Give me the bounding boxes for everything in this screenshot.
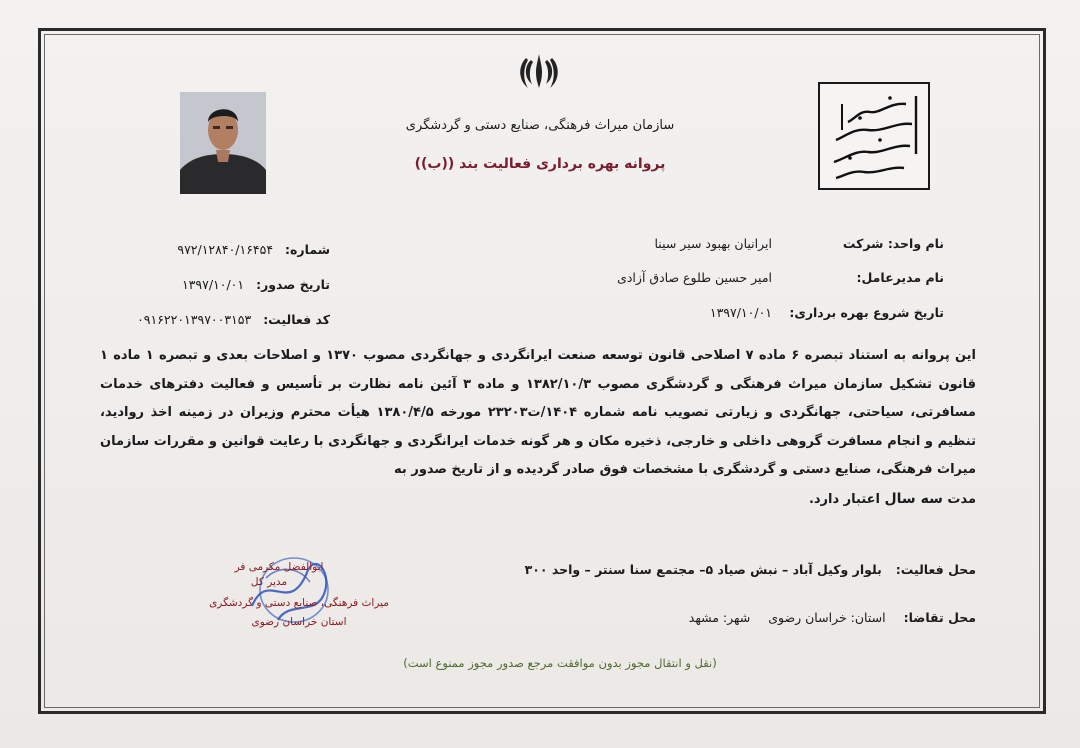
applicant-location-field [689,610,976,625]
signatory-province: استان خراسان رضوی [251,616,347,628]
activity-location-field [525,562,976,577]
signatory-department: میراث فرهنگی، صنایع دستی و گردشگری [209,597,389,609]
number-label: شماره: [285,242,330,257]
issue-date-value: ۱۳۹۷/۱۰/۰۱ [181,277,245,292]
start-date-value-field [710,305,780,320]
manager-value-field [617,270,780,285]
license-body-paragraph [100,342,976,514]
manager-field [857,270,944,285]
signatory-title: مدیر کل [250,576,288,588]
start-date-value: ۱۳۹۷/۱۰/۰۱ [709,305,772,320]
manager-label: نام مدیرعامل: [856,270,944,285]
issue-date-label: تاریخ صدور: [256,277,330,292]
activity-code-field [137,312,330,327]
activity-code-value: ۰۹۱۶۲۲۰۱۳۹۷۰۰۳۱۵۳ [137,312,252,327]
activity-location-value: بلوار وکیل آباد – نبش صیاد ۵– مجتمع سنا سنتر – واحد ۳۰۰ [524,562,882,577]
applicant-location-label: محل تقاضا: [903,610,976,625]
number-field [177,242,330,257]
activity-code-label: کد فعالیت: [263,312,330,327]
validity-prefix: مدت [947,491,976,507]
signature-block [184,560,414,630]
signatory-name: ابوالفضل مکرمی فر [234,561,324,573]
holder-photo [180,92,266,194]
iran-emblem-icon [516,50,562,92]
transfer-note: (نقل و انتقال مجوز بدون موافقت مرجع صدور مجوز ممنوع است) [403,656,717,670]
unit-name-field [843,236,944,251]
calligraphy-logo-icon [820,84,928,188]
unit-name-label: نام واحد: شرکت [842,236,944,251]
organization-logo [818,82,930,190]
license-title: پروانه بهره برداری فعالیت بند ((ب)) [414,156,666,172]
body-paragraph-text: این پروانه به استناد تبصره ۶ ماده ۷ اصلاحی قانون توسعه صنعت ایرانگردی و جهانگردی مصوب ۱۳۷۰ و اصلاحات بعدی و تبصره ۱ ماده ۱ قانون تشکیل سازمان میراث فرهنگی و گردشگری مصوب ۱۳۸۲/۱۰/۳ و ماده ۳ آئین نامه نظارت بر تأسیس و فعالیت دفترهای خدمات مسافرتی، سیاحتی، جهانگردی و زیارتی تصویب نامه شماره ۱۴۰۴/ت۲۳۲۰۳ مورخه ۱۳۸۰/۴/۵ هیأت محترم وزیران در زمینه اخذ روادید، تنظیم و انجام مسافرت گروهی داخلی و خارجی، ذخیره مکان و هر گونه خدمات ایرانگردی و جهانگردی با رعایت قوانین و مقررات سازمان میراث فرهنگی، صنایع دستی و گردشگری با مشخصات فوق صادر گردیده و از تاریخ صدور به [100,348,977,477]
start-date-field [789,305,944,320]
organization-name: سازمان میراث فرهنگی، صنایع دستی و گردشگری [405,118,675,133]
unit-name-value: ایرانیان بهبود سیر سینا [654,236,772,251]
start-date-label: تاریخ شروع بهره برداری: [789,305,944,320]
manager-value: امیر حسین طلوع صادق آزادی [617,270,772,285]
validity-suffix: اعتبار دارد. [808,491,880,507]
person-silhouette-icon [180,92,266,194]
activity-location-label: محل فعالیت: [895,562,976,577]
unit-name-value-field [655,236,781,251]
issue-date-field [182,277,330,292]
applicant-city: شهر: مشهد [688,610,751,625]
number-value: ۹۷۲/۱۲۸۴۰/۱۶۴۵۴ [177,242,274,257]
validity-duration: سه سال [884,490,943,507]
applicant-province: استان: خراسان رضوی [768,610,886,625]
